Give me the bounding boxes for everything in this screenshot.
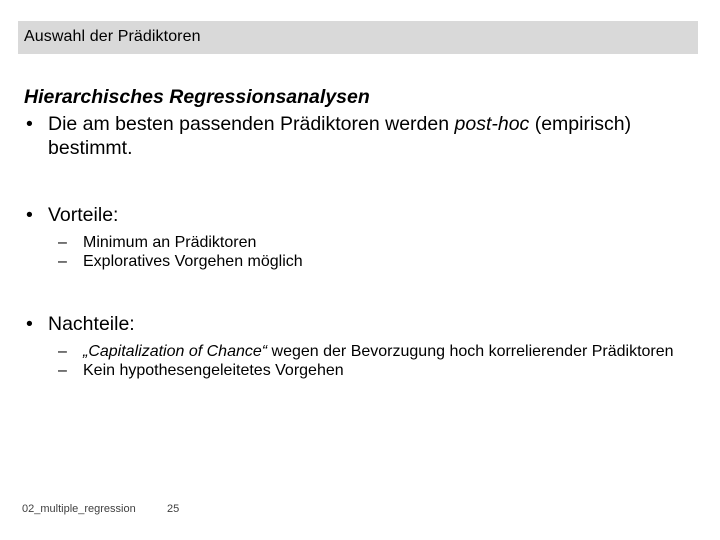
list-item-italic: „Capitalization of Chance“	[83, 343, 268, 360]
list-item-text: wegen der Bevorzugung hoch korrelierender Prädiktoren	[267, 343, 674, 360]
bullet-dot: •	[26, 113, 33, 135]
list-item	[24, 252, 704, 271]
nachteile-list	[24, 342, 704, 380]
bullet-dot: •	[26, 313, 33, 335]
dash-marker: –	[58, 343, 67, 360]
list-item-text: Exploratives Vorgehen möglich	[83, 253, 303, 270]
dash-marker: –	[58, 253, 67, 270]
dash-marker: –	[58, 234, 67, 251]
list-item-text: Kein hypothesengeleitetes Vorgehen	[83, 362, 344, 379]
section-heading: Hierarchisches Regressionsanalysen	[24, 86, 370, 108]
footer-page-number: 25	[167, 503, 180, 515]
dash-marker: –	[58, 362, 67, 379]
list-item	[24, 361, 704, 380]
bullet-text-italic: post-hoc	[454, 113, 530, 135]
list-item	[24, 342, 704, 361]
bullet-dot: •	[26, 204, 33, 226]
bullet-label: Vorteile:	[48, 204, 119, 226]
bullet-label: Nachteile:	[48, 313, 135, 335]
bullet-vorteile	[24, 203, 704, 227]
bullet-text-pre: Die am besten passenden Prädiktoren werden	[48, 113, 455, 135]
footer-filename: 02_multiple_regression	[22, 503, 136, 515]
bullet-post-hoc	[24, 112, 704, 160]
bullet-nachteile	[24, 312, 704, 336]
slide-content	[24, 84, 704, 380]
slide-title: Auswahl der Prädiktoren	[18, 21, 698, 54]
list-item	[24, 233, 704, 252]
list-item-text: Minimum an Prädiktoren	[83, 234, 257, 251]
vorteile-list	[24, 233, 704, 271]
bullet-text-post: (empirisch) bestimmt.	[48, 113, 632, 159]
